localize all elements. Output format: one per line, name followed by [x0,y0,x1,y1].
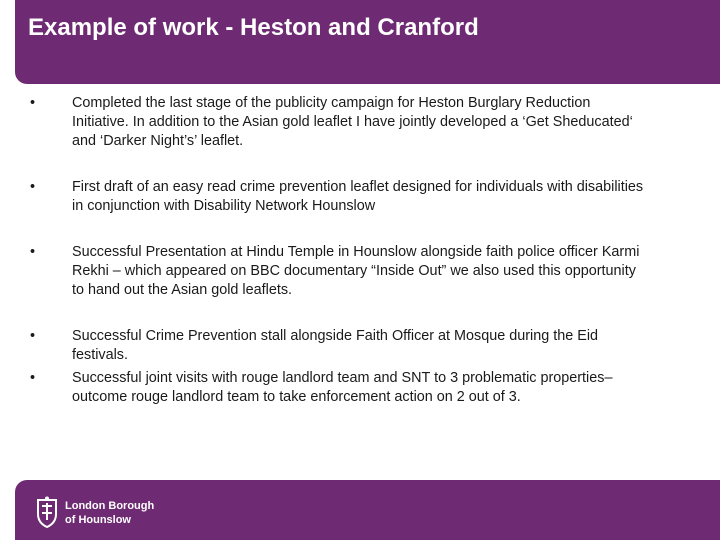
bullet-text: Completed the last stage of the publicity campaign for Heston Burglary Reduction Initiative. In addition to the Asian gold leaflet I have jointly developed a ‘Get Sheducated‘ and ‘Darker Night’s’ leaflet. [72,95,633,149]
bullet-text: Successful joint visits with rouge landlord team and SNT to 3 problematic properties– outcome rouge landlord team to take enforcement action on 2 out of 3. [72,370,613,405]
footer-bar [15,480,720,540]
logo-text-line-1: London Borough [65,500,155,512]
logo-text-line-2: of Hounslow [65,514,131,526]
bullet-marker: • [30,179,36,195]
bullet-marker: • [30,244,36,260]
bullet-text: Successful Presentation at Hindu Temple in Hounslow alongside faith police officer Karmi Rekhi – which appeared on BBC documentary “Inside Out” we also used this opportunity to hand out the Asian gold leaflets. [72,244,640,298]
bullet-marker: • [30,370,36,386]
bullet-marker: • [30,95,36,111]
page-title: Example of work - Heston and Cranford [28,14,479,41]
header-bar [15,0,720,84]
borough-crest-icon [35,496,59,533]
borough-logo [35,496,155,530]
bullet-text: First draft of an easy read crime prevention leaflet designed for individuals with disabilities in conjunction with Disability Network Hounslow [72,179,644,214]
bullet-marker: • [30,328,36,344]
bullet-text: Successful Crime Prevention stall alongside Faith Officer at Mosque during the Eid festivals. [72,328,599,363]
